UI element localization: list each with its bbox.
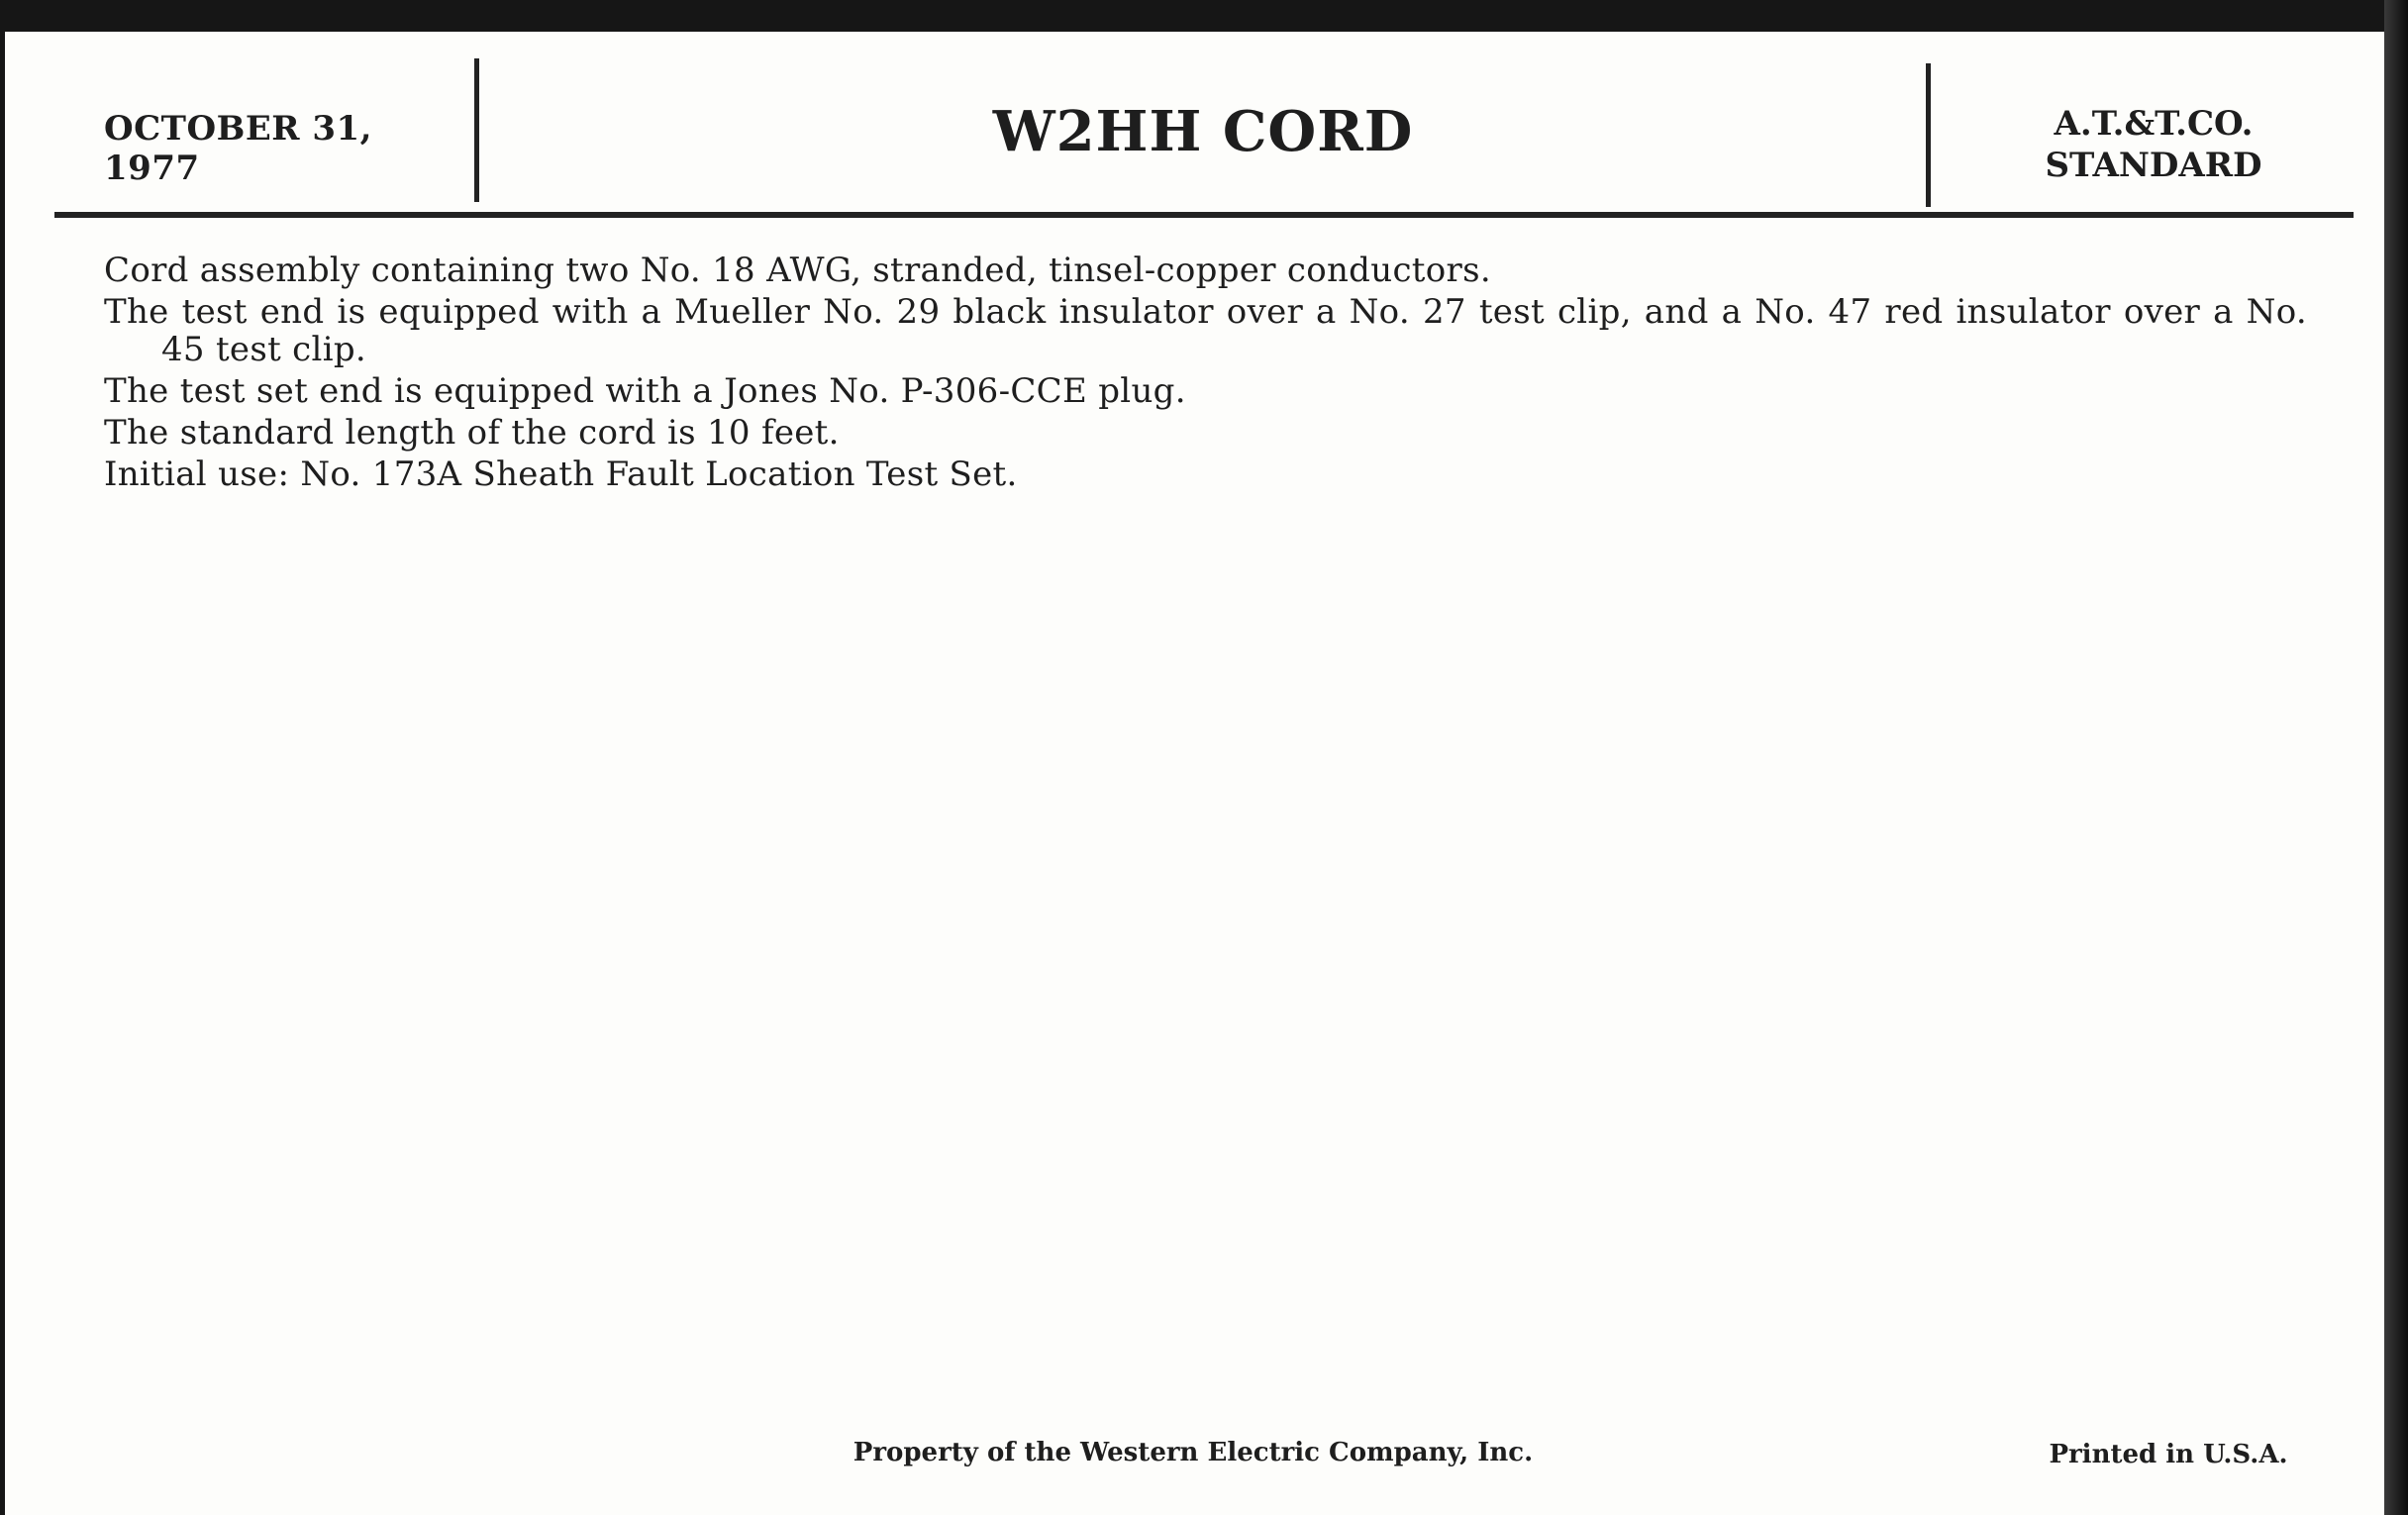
header-divider-right <box>1926 63 1931 207</box>
body-paragraph-length: The standard length of the cord is 10 feet. <box>104 413 840 453</box>
standard-line-1: A.T.&T.CO. <box>2054 104 2254 144</box>
standard-designation <box>1946 103 2361 186</box>
standard-line-2: STANDARD <box>2045 146 2262 185</box>
header-rule <box>54 212 2354 218</box>
body-paragraph-initial-use: Initial use: No. 173A Sheath Fault Location Test Set. <box>104 454 1018 494</box>
scan-edge-shadow <box>2384 0 2408 1515</box>
body-paragraph-test-set-end: The test set end is equipped with a Jones No. P-306-CCE plug. <box>104 371 1186 411</box>
document-title: W2HH CORD <box>992 99 1414 164</box>
body-paragraph-test-end: The test end is equipped with a Mueller No. 29 black insulator over a No. 27 test clip, and a No. 47 red insulator over a No. 45 test clip. <box>104 292 2307 369</box>
specification-card <box>5 32 2384 1515</box>
header-divider-left <box>474 58 479 202</box>
printed-notice: Printed in U.S.A. <box>2049 1440 2288 1469</box>
issue-date: OCTOBER 31, 1977 <box>104 109 372 188</box>
property-notice: Property of the Western Electric Company, Inc. <box>853 1438 1534 1467</box>
specification-body <box>104 252 2307 497</box>
body-paragraph-construction: Cord assembly containing two No. 18 AWG, stranded, tinsel-copper conductors. <box>104 251 1491 290</box>
